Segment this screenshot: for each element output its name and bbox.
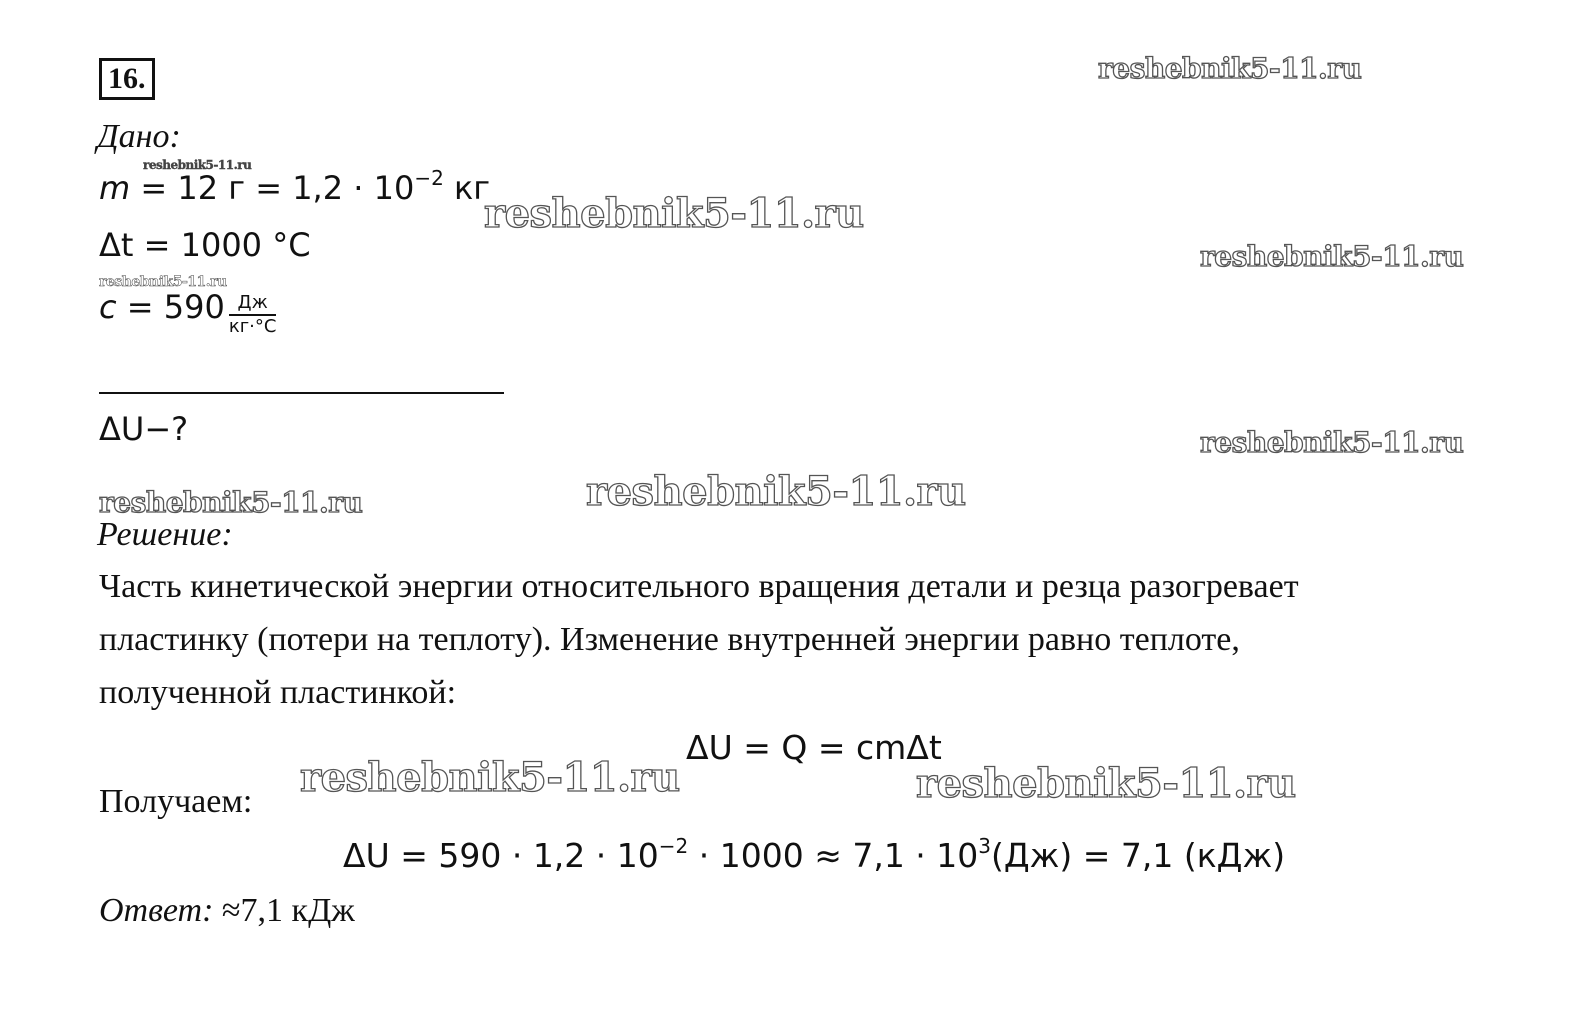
solution-paragraph xyxy=(99,560,1299,719)
we-get-label: Получаем: xyxy=(99,783,253,820)
watermark-right-3: reshebnik5-11.ru xyxy=(1200,426,1464,459)
watermark-center-1: reshebnik5-11.ru xyxy=(484,190,864,237)
given-mass xyxy=(99,166,490,207)
answer-value: ≈7,1 кДж xyxy=(213,892,355,929)
formula-result-left: ΔU = 590 · 1,2 · 10 xyxy=(343,836,659,875)
given-delta-t xyxy=(99,226,311,264)
watermark-left-1: reshebnik5-11.ru xyxy=(99,486,363,519)
formula-heat: ΔU = Q = cmΔt xyxy=(686,728,942,767)
watermark-center-4: reshebnik5-11.ru xyxy=(916,760,1296,807)
watermark-top-right: reshebnik5-11.ru xyxy=(1098,52,1362,85)
given-heading: Дано: xyxy=(97,118,181,155)
unit-denominator: кг·°С xyxy=(228,316,277,337)
solution-line-2: пластинку (потери на теплоту). Изменение внутренней энергии равно теплоте, xyxy=(99,621,1240,658)
problem-number: 16. xyxy=(99,58,155,100)
formula-result-mid: · 1000 ≈ 7,1 · 10 xyxy=(688,836,979,875)
given-divider xyxy=(99,392,504,394)
formula-result xyxy=(343,834,1285,875)
delta-t-expr: = 1000 °С xyxy=(133,226,311,264)
solution-heading: Решение: xyxy=(97,516,233,553)
c-symbol: c xyxy=(99,288,117,326)
formula-result-exp2: 3 xyxy=(978,834,992,858)
mass-symbol: m xyxy=(99,169,131,207)
formula-result-right: (Дж) = 7,1 (кДж) xyxy=(991,836,1286,875)
mass-expr: = 12 г = 1,2 · 10 xyxy=(130,169,415,207)
unit-numerator: Дж xyxy=(229,292,277,316)
given-specific-heat xyxy=(99,286,277,337)
mass-unit: кг xyxy=(443,169,491,207)
solution-line-1: Часть кинетической энергии относительного вращения детали и резца разогревает xyxy=(99,568,1299,605)
answer-line xyxy=(99,884,355,937)
mass-exponent: −2 xyxy=(414,166,444,190)
answer-label: Ответ: xyxy=(99,892,214,929)
c-expr: = 590 xyxy=(116,288,225,326)
solution-line-3: полученной пластинкой: xyxy=(99,674,457,711)
watermark-center-3: reshebnik5-11.ru xyxy=(300,754,680,801)
unit-fraction xyxy=(229,292,277,338)
delta-t-symbol: Δt xyxy=(99,226,134,264)
watermark-center-2: reshebnik5-11.ru xyxy=(586,468,966,515)
watermark-small-1: reshebnik5-11.ru xyxy=(99,274,227,290)
watermark-right-2: reshebnik5-11.ru xyxy=(1200,240,1464,273)
formula-result-exp1: −2 xyxy=(658,834,689,858)
watermark-tiny-1: reshebnik5-11.ru xyxy=(143,158,252,172)
find-quantity: ΔU−? xyxy=(99,410,189,448)
